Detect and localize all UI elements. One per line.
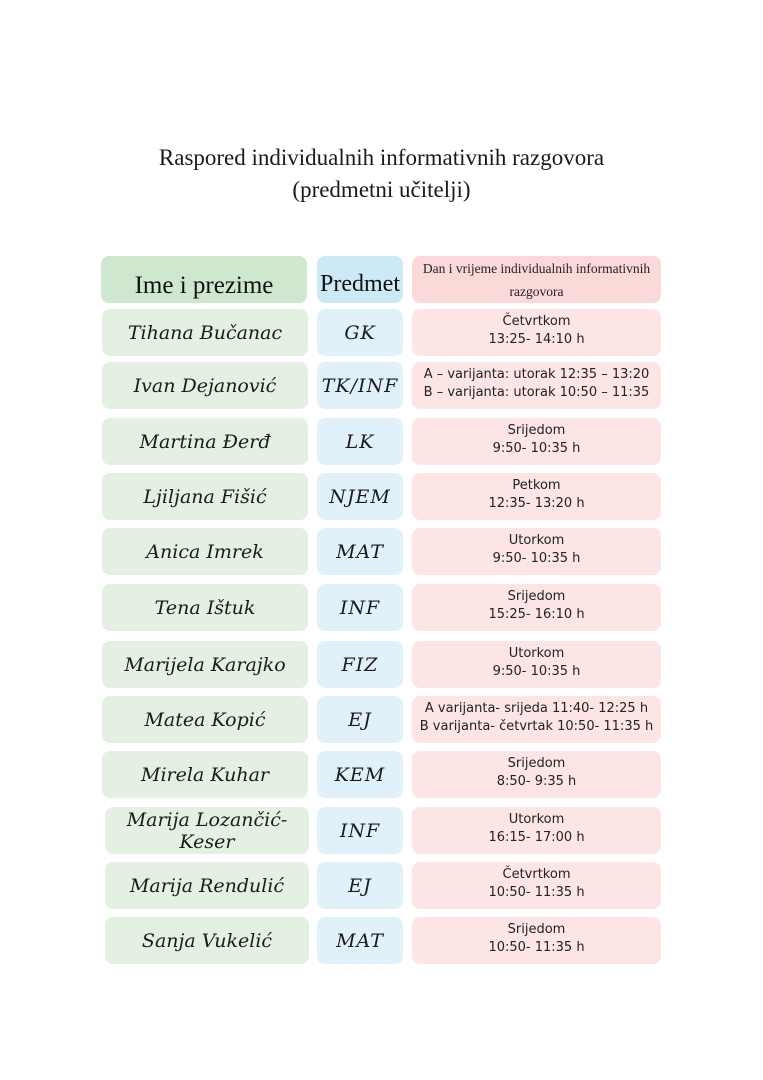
teacher-name: Tihana Bučanac bbox=[102, 309, 308, 356]
title-line-1: Raspored individualnih informativnih razgovora bbox=[158, 145, 605, 170]
teacher-name: Sanja Vukelić bbox=[105, 917, 309, 964]
meeting-time-line-1: Utorkom bbox=[508, 645, 565, 661]
meeting-time-line-2: 8:50- 9:35 h bbox=[496, 773, 577, 789]
meeting-time-line-2: 13:25- 14:10 h bbox=[488, 331, 585, 347]
meeting-time-line-2: B varijanta- četvrtak 10:50- 11:35 h bbox=[419, 718, 654, 734]
subject-code: KEM bbox=[317, 751, 403, 798]
meeting-time-line-1: Četvrtkom bbox=[502, 313, 571, 329]
meeting-time-line-2: 15:25- 16:10 h bbox=[488, 606, 585, 622]
subject-code: MAT bbox=[317, 917, 403, 964]
meeting-time-line-2: 10:50- 11:35 h bbox=[488, 884, 585, 900]
subject-code: TK/INF bbox=[317, 362, 403, 409]
meeting-time bbox=[412, 641, 661, 688]
meeting-time-line-1: A varijanta- srijeda 11:40- 12:25 h bbox=[424, 700, 649, 716]
teacher-name: Mirela Kuhar bbox=[102, 751, 308, 798]
header-time-line-1: Dan i vrijeme individualnih informativnih bbox=[422, 260, 651, 276]
teacher-name: Marijela Karajko bbox=[102, 641, 308, 688]
meeting-time bbox=[412, 309, 661, 356]
subject-code: EJ bbox=[317, 696, 403, 743]
meeting-time bbox=[412, 917, 661, 964]
meeting-time bbox=[412, 473, 661, 520]
subject-code: FIZ bbox=[317, 641, 403, 688]
meeting-time-line-1: Četvrtkom bbox=[502, 866, 571, 882]
title-line-2: (predmetni učitelji) bbox=[292, 177, 471, 202]
meeting-time-line-2: 10:50- 11:35 h bbox=[488, 939, 585, 955]
meeting-time-line-2: 9:50- 10:35 h bbox=[492, 550, 581, 566]
subject-code: EJ bbox=[317, 862, 403, 909]
subject-code: GK bbox=[317, 309, 403, 356]
subject-code: INF bbox=[317, 807, 403, 854]
meeting-time-line-1: Srijedom bbox=[507, 755, 566, 771]
meeting-time-line-2: 12:35- 13:20 h bbox=[488, 495, 585, 511]
meeting-time bbox=[412, 528, 661, 575]
meeting-time-line-1: Srijedom bbox=[507, 588, 566, 604]
header-time-line-2: razgovora bbox=[509, 283, 564, 299]
teacher-name: Tena Ištuk bbox=[102, 584, 308, 631]
meeting-time bbox=[412, 862, 661, 909]
teacher-name: Marija Rendulić bbox=[105, 862, 309, 909]
teacher-name: Matea Kopić bbox=[102, 696, 308, 743]
header-name: Ime i prezime bbox=[101, 256, 307, 303]
meeting-time bbox=[412, 418, 661, 465]
meeting-time bbox=[412, 807, 661, 854]
teacher-name: Ljiljana Fišić bbox=[102, 473, 308, 520]
teacher-name: Marija Lozančić-Keser bbox=[105, 807, 309, 854]
subject-code: NJEM bbox=[317, 473, 403, 520]
meeting-time-line-2: 9:50- 10:35 h bbox=[492, 663, 581, 679]
meeting-time-line-1: Srijedom bbox=[507, 422, 566, 438]
meeting-time-line-1: A – varijanta: utorak 12:35 – 13:20 bbox=[423, 366, 650, 382]
teacher-name: Ivan Dejanović bbox=[102, 362, 308, 409]
header-time bbox=[412, 256, 661, 303]
subject-code: MAT bbox=[317, 528, 403, 575]
subject-code: LK bbox=[317, 418, 403, 465]
teacher-name: Anica Imrek bbox=[102, 528, 308, 575]
meeting-time-line-1: Srijedom bbox=[507, 921, 566, 937]
meeting-time bbox=[412, 362, 661, 409]
meeting-time bbox=[412, 751, 661, 798]
meeting-time bbox=[412, 584, 661, 631]
subject-code: INF bbox=[317, 584, 403, 631]
page-title bbox=[0, 142, 763, 206]
teacher-name: Martina Đerđ bbox=[102, 418, 308, 465]
meeting-time-line-1: Petkom bbox=[512, 477, 561, 493]
meeting-time-line-2: 9:50- 10:35 h bbox=[492, 440, 581, 456]
meeting-time-line-2: 16:15- 17:00 h bbox=[488, 829, 585, 845]
meeting-time bbox=[412, 696, 661, 743]
meeting-time-line-1: Utorkom bbox=[508, 532, 565, 548]
meeting-time-line-2: B – varijanta: utorak 10:50 – 11:35 bbox=[423, 384, 650, 400]
header-subject: Predmet bbox=[317, 256, 403, 303]
meeting-time-line-1: Utorkom bbox=[508, 811, 565, 827]
